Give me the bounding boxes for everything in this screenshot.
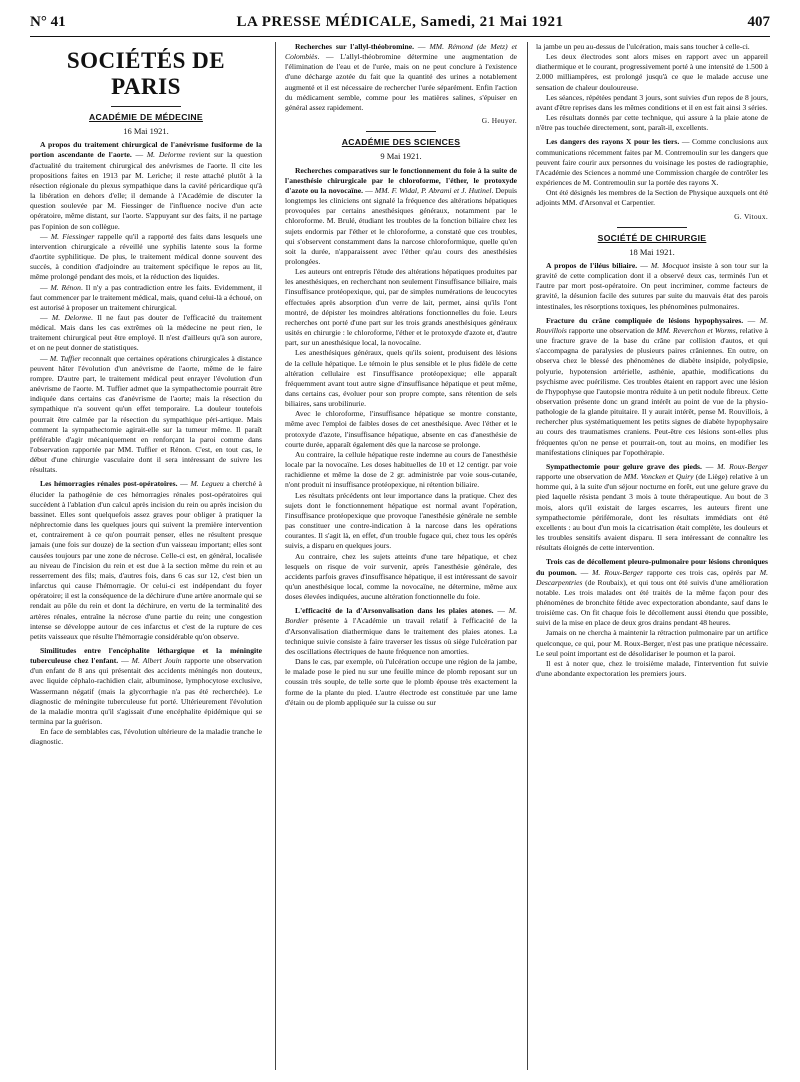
- section-rule: [617, 227, 687, 228]
- signature: G. Heuyer.: [481, 116, 517, 126]
- column-divider: [527, 42, 528, 1070]
- author: M. Mocquot: [650, 260, 690, 270]
- article-paragraph: Les résultats précédents ont leur importance dans la pratique. Chez des sujets dont le fonctionnement hépatique est normal avant l'opération, l'insuffisance protéopexique que provoque l'anesthésie générale ne semble pas constituer une contre-indication à la narcose dans les opérations courantes. Il s'agit là, en effet, d'un trouble fugace qui, chez tous les opérés suivis, a disparu en quelques jours.: [285, 490, 517, 551]
- article-heading: Les hémorragies rénales post-opératoires.: [40, 479, 178, 489]
- article-heading: Recherches comparatives sur le fonctionnement du foie à la suite de l'anesthésie chirurgicale par le chloroforme, l'éther, le protoxyde d'azote ou la novocaïne.: [285, 165, 517, 195]
- article-paragraph: la jambe un peu au-dessus de l'ulcération, mais sans toucher à celle-ci.: [536, 42, 750, 51]
- article-paragraph: — M. Delorme. Il ne faut pas douter de l'efficacité du traitement médical. Mais dans les cas extrêmes où la médecine ne peut rien, le traitement chirurgical peut être employé. Il n'est d'ailleurs qu'à son aurore, et on ne peut donner de statistiques.: [30, 312, 262, 353]
- article-heading: Recherches sur l'allyl-théobromine.: [295, 42, 414, 51]
- article-paragraph: Il est à noter que, chez le troisième malade, l'intervention fut suivie d'une abondante expectoration les premiers jours.: [536, 658, 768, 679]
- article-paragraph: L'efficacité de la d'Arsonvalisation dans les plaies atones. — M. Bordier présente à l'Académie un travail relatif à l'efficacité de la d'Arsonvalisation diathermique dans le traitement des plaies atones. La technique suivie consiste à faire traverser les tissus où siège l'ulcération par des oscillations électriques de haute fréquence non amorties.: [285, 606, 517, 656]
- paragraph-text: (de Liège) relative à un homme qui, à la suite d'un séjour nocturne en forêt, eut une gelure grave du pied laquelle résista pendant 3 mois à toute thérapeutique. Au bout de 3 mois, alors qu'il existait de larges escarres, les auteurs firent une sympathectomie périfémorale, dont les résultats immédiats ont été excellents : au bout d'un mois la cicatrisation était complète, les douleurs et les troubles sensitifs avaient disparu. Il sera intéressant de connaître les résultats éloignés de cette intervention.: [536, 472, 768, 553]
- article-paragraph: [536, 137, 768, 188]
- author: M. Delorme: [146, 150, 186, 160]
- paragraph-text: . Il ne faut pas douter de l'efficacité du traitement médical. Mais dans les cas extrêmes où la médecine ne peut rien, le traitement chirurgical peut être employé. Il n'est d'ailleurs qu'à son aurore, et on ne peut donner de statistiques.: [30, 312, 262, 353]
- author: M. Fiessinger: [50, 231, 95, 241]
- article-paragraph: Trois cas de décollement pleuro-pulmonaire pour lésions chroniques du poumon. — M. Roux-Berger rapporte ces trois cas, opérés par M. Descarpentries (de Roubaix), et qui tous ont été suivis d'une amélioration notable. Les trois malades ont été traités de la même façon pour des phénomènes de bronchite fétide avec expectoration abondante, sauf dans le troisième cas. On fit chaque fois le décollement aussi étendu que possible, suivi de la mise en place de deux gros drains pendant 48 heures.: [536, 557, 768, 628]
- signature: G. Vitoux.: [734, 211, 768, 221]
- article-paragraph: Dans le cas, par exemple, où l'ulcération occupe une région de la jambe, le malade pose le pied nu sur une feuille mince de plomb reposant sur un coussin très souple, de telle sorte que le plomb épouse très exactement la forme de la plante du pied. L'autre électrode est constituée par une lame d'étain ou de plomb appliquée sur la cuisse ou sur: [285, 657, 517, 707]
- article-paragraph: En face de semblables cas, l'évolution ultérieure de la maladie tranche le diagnostic.: [30, 727, 262, 747]
- article-heading: Trois cas de décollement pleuro-pulmonaire pour lésions chroniques du poumon.: [536, 557, 768, 577]
- author: MM. Reverchon et Worms: [656, 325, 736, 335]
- article-paragraph: Les auteurs ont entrepris l'étude des altérations hépatiques produites par les anesthésiques, en recherchant non seulement l'insuffisance biliaire, mais l'insuffisance protéopexique, qui, par de simples numérations de leucocytes effectuées après absorption d'un verre de lait, permet, ainsi qu'ils l'ont montré, de dépister les moindres altérations fonctionnelles du foie. Leurs recherches ont porté d'une part sur les trois grands anesthésiques généraux usités en chirurgie : le chloroforme, l'éther et le protoxyde d'azote et, d'autre part, sur un anesthésique local, la novocaïne.: [285, 267, 517, 348]
- column-2: [285, 42, 517, 1072]
- article-paragraph: A propos de l'iléus biliaire. — M. Mocquot insiste à son tour sur la gravité de cette complication dont il a observé deux cas, terminés l'un et l'autre par mort post-opératoire. On peut incriminer, comme facteurs de gravité, la désunion facile des sutures par suite du mauvais état des parois intestinales, les résorptions toxiques, les phénomènes pulmonaires.: [536, 260, 768, 311]
- article-paragraph: Ont été désignés les membres de la Section de Physique auxquels ont été adjoints MM. d'Arsonval et Carpentier.: [536, 188, 768, 208]
- column-divider: [275, 42, 276, 1070]
- issue-number: N° 41: [30, 14, 66, 30]
- article-paragraph: — M. Fiessinger rappelle qu'il a rapporté des faits dans lesquels une intervention chirurgicale a réveillé une syphilis latente sous la forme d'aortite syphilitique. De plus, le traitement médical donne souvent des succès, à condition d'adjoindre au traitement spécifique le repos au lit, même prolongé pendant des mois, et la réduction des liquides.: [30, 231, 262, 282]
- article-heading: A propos de l'iléus biliaire.: [546, 260, 638, 270]
- paragraph-text: rapporte une observation de: [568, 325, 655, 335]
- academy-heading: ACADÉMIE DE MÉDECINE: [89, 112, 203, 122]
- column-1: [30, 42, 262, 1072]
- paragraph-text: insiste à son tour sur la gravité de cette complication dont il a observé deux cas, terminés l'un et l'autre par mort post-opératoire. On peut incriminer, comme facteurs de gravité, la désunion facile des sutures par suite du mauvais état des parois intestinales, les résorptions toxiques, les phénomènes pulmonaires.: [536, 260, 768, 311]
- article-paragraph: Jamais on ne chercha à maintenir la rétraction pulmonaire par un artifice quelconque, ce qui, pour M. Roux-Berger, n'est pas une pratique nécessaire. Le seul point important est de désolidariser le poumon et la paroi.: [536, 628, 768, 658]
- article-paragraph: Sympathectomie pour gelure grave des pieds. — M. Roux-Berger rapporte une observation de MM. Voncken et Quiry (de Liège) relative à un homme qui, à la suite d'un séjour nocturne en forêt, eut une gelure grave du pied laquelle résista pendant 3 mois à toute thérapeutique. Au bout de 3 mois, alors qu'il existait de larges escarres, les auteurs firent une sympathectomie périfémorale, dont les résultats immédiats ont été excellents : au bout d'un mois la cicatrisation était complète, les douleurs et les troubles sensitifs avaient disparu. Il sera intéressant de connaître les résultats éloignés de cette intervention.: [536, 461, 768, 553]
- article-heading: Sympathectomie pour gelure grave des pieds.: [546, 461, 702, 471]
- session-date: 16 Mai 1921.: [123, 126, 169, 137]
- session-date: 9 Mai 1921.: [380, 151, 422, 162]
- title-rule: [111, 106, 181, 107]
- author: M. Roux-Berger: [717, 461, 768, 471]
- paragraph-text: — Comme conclusions aux communications récemment faites par M. Contremoulin sur les dangers que peuvent faire courir aux personnes du voisinage les postes de radiographie, l'Académie des Sciences a nommé une Commission chargée de contrôler les expériences de M. Contremoulin sur la portée des rayons X.: [536, 137, 768, 188]
- article-paragraph: Avec le chloroforme, l'insuffisance hépatique se montre constante, même avec l'emploi de faibles doses de cet anesthésique. Avec l'éther et le protoxyde d'azote, l'insuffisance hépatique, absente en cas d'anesthésie de courte durée, apparaît également dès que la narcose se prolonge.: [285, 409, 517, 449]
- article-paragraph: Recherches sur l'allyl-théobromine. — MM. Rémond (de Metz) et Colombiès. — L'allyl-théobromine détermine une augmentation de l'élimination de l'eau et de l'urée, mais on ne peut conclure à l'existence d'une décharge azotée du fait que la quantité des urines a notablement augmenté et il est nécessaire de rechercher l'urée séparément. Enfin l'action du médicament semble, comme pour les matières salines, s'épuiser en général assez rapidement.: [285, 42, 517, 112]
- article-paragraph: Les séances, répétées pendant 3 jours, sont suivies d'un repos de 8 jours, avant d'être reprises dans les mêmes conditions et il en est fait ainsi 3 séries.: [536, 92, 768, 112]
- academy-heading: ACADÉMIE DES SCIENCES: [341, 137, 461, 148]
- article-paragraph: Recherches comparatives sur le fonctionnement du foie à la suite de l'anesthésie chirurgicale par le chloroforme, l'éther, le protoxyde d'azote ou la novocaïne. — MM. F. Widal, P. Abrami et J. Hutinel. Depuis longtemps les cliniciens ont signalé la fréquence des altérations hépatiques provoquées par certains anesthésiques généraux, notamment par le chloroforme. M. Brulé, étudiant les troubles de la fonction biliaire chez les sujets endormis par l'éther et le chloroforme, a constaté que ces troubles, qui s'observent constamment dans la narcose chloroformique, quelle qu'en soit la durée, n'apparaissent avec l'éther qu'au cours des anesthésies prolongées.: [285, 165, 517, 266]
- paragraph-text: . — L'allyl-théobromine détermine une augmentation de l'élimination de l'eau et de l'urée, mais on ne peut conclure à l'existence d'une décharge azotée du fait que la quantité des urines a notablement augmenté et il est nécessaire de rechercher l'urée séparément. Enfin l'action du médicament semble, comme pour les matières salines, s'épuiser en général assez rapidement.: [285, 52, 517, 112]
- paragraph-text: . Depuis longtemps les cliniciens ont signalé la fréquence des altérations hépatiques provoquées par certains anesthésiques généraux, notamment par le chloroforme. M. Brulé, étudiant les troubles de la fonction biliaire chez les sujets endormis par l'éther et le chloroforme, a constaté que ces troubles, qui s'observent constamment dans la narcose chloroformique, quelle qu'en soit la durée, n'apparaissent avec l'éther qu'au cours des anesthésies prolongées.: [285, 185, 517, 266]
- article-paragraph: Les hémorragies rénales post-opératoires. — M. Legueu a cherché à élucider la pathogénie de ces hémorragies rénales post-opératoires qui succèdent à l'ablation d'un calcul après incision du rein ou après incision du bassinet. Elles sont quelquefois assez graves pour obliger à pratiquer la néphrectomie dans les quelques jours qui suivent la première intervention et, contrairement à ce qu'on pourrait penser, elles ne résultent presque jamais (une fois sur douze) de la section d'un vaisseau important; elles sont causées toujours par une zone de nécrose. Celle-ci est, en général, localisée au niveau de l'incision du rein et est due à la section même du rein et au resserrement des fils; mais, d'autres fois, dans 6 cas sur 12, c'est bien un infarctus qui cause l'hémorragie. Or celui-ci est indépendant du foyer opératoire; il est la conséquence de la déchirure d'une artère anormale qui se rendait au pôle du rein et dont la déchirure, en vertu de la terminalité des artères rénales, entraîne la nécrose d'une partie du rein; une congestion intense se développe autour de ces infarctus et c'est de la rupture de ces petits vaisseaux que résulte l'hémorragie considérable qu'on observe.: [30, 479, 262, 641]
- author: M. Albert Jouin: [131, 656, 182, 666]
- author: MM. F. Widal, P. Abrami et J. Hutinel: [374, 185, 492, 195]
- header-rule: [30, 36, 770, 37]
- article-heading: A propos du traitement chirurgical de l'anévrisme fusiforme de la portion ascendante de l'aorte.: [30, 140, 262, 160]
- paragraph-text: revient sur la question d'actualité du traitement chirurgical des anévrismes de l'aorte. Il cite les propositions faites en 1913 par M. Leriche; il reste attaché plutôt à la résection régionale du plexus sympathique dans la cavité péricardique qu'à la libération en dehors d'elle; il demande à l'Académie de discuter la question soulevée par M. Fiessinger de l'influence nocive d'un acte opératoire, même distant, sur l'aorte. S'appuyant sur des faits, il ne partage pas l'opinion de son collègue.: [30, 150, 262, 231]
- paragraph-text: reconnaît que certaines opérations chirurgicales à distance peuvent hâter l'évolution d'un anévrisme de l'aorte, même de le faire rompre. D'autre part, le traitement médical peut enrayer l'évolution d'un anévrisme de l'aorte. M. Tuffier admet que la sympathectomie pourrait être indiquée dans certains cas d'anévrisme de l'aorte; mais la résection du sympathique n'a souvent qu'un effet temporaire. La douleur toutefois pourrait être calmée par la résection du sympathique péri-artique. Mais comment la sympathectomie agirait-elle sur la tumeur même. Il paraît préférable d'agir mécaniquement en renforçant la paroi comme dans l'observation rapportée par MM. Tuffier et Rénon. C'est, en tout cas, le début d'une chirurgie vasculaire dont il sera intéressant de suivre les résultats.: [30, 353, 262, 475]
- masthead: LA PRESSE MÉDICALE, Samedi, 21 Mai 1921: [236, 14, 564, 30]
- author: M. Tuffier: [49, 353, 81, 363]
- paragraph-text: . Il n'y a pas contradiction entre les faits. Evidemment, il faut commencer par le traitement médical, mais, quand celui-là a échoué, on est autorisé à proposer un traitement chirurgical.: [30, 282, 262, 312]
- author: MM. Voncken et Quiry: [623, 472, 694, 482]
- paragraph-text: rappelle qu'il a rapporté des faits dans lesquels une intervention chirurgicale a réveillé une syphilis latente sous la forme d'aortite syphilitique. De plus, le traitement médical donne souvent des succès, à condition d'adjoindre au traitement spécifique le repos au lit, même prolongé pendant des mois, et la réduction des liquides.: [30, 231, 262, 282]
- article-paragraph: Les anesthésiques généraux, quels qu'ils soient, produisent des lésions de la cellule hépatique. Le témoin le plus sensible et le plus fidèle de cette altération cellulaire est l'insuffisance protéopexique; elle apparaît fréquemment avant tout autre signe d'insuffisance hépatique et peut même, dans certains cas, évoluer pour son propre compte, sans rétention de sels biliaires, sans urobilinurie.: [285, 348, 517, 409]
- author: MM. Rémond (de Metz) et Colombiès: [285, 42, 517, 62]
- article-paragraph: Similitudes entre l'encéphalite léthargique et la méningite tuberculeuse chez l'enfant. — M. Albert Jouin rapporte une observation d'un enfant de 8 ans qui présentait des accidents méningés non douteux, avec liquide céphalo-rachidien clair, albuminose, lymphocytose exclusive, Wassermann négatif (mais la glycorrhagie n'a pas été recherchée). Le diagnostic de méningite tuberculeuse fut porté. Ultérieurement l'évolution de la maladie montra qu'il s'agissait d'une encéphalite épidémique qui se termina par la guérison.: [30, 645, 262, 727]
- article-paragraph: Au contraire, chez les sujets atteints d'une tare hépatique, et chez lesquels on risque de voir survenir, après l'anesthésie générale, des accidents parfois graves d'insuffisance hépatique, il est intéressant de savoir qu'un anesthésique local, comme la novocaïne, ne détermine, même aux doses élevées indiquées, aucune altération fonctionnelle du foie.: [285, 551, 517, 602]
- section-rule: [366, 131, 436, 132]
- page-header: [30, 14, 770, 32]
- article-heading: Similitudes entre l'encéphalite léthargique et la méningite tuberculeuse chez l'enfant.: [30, 645, 262, 666]
- article-paragraph: Au contraire, la cellule hépatique reste indemne au cours de l'anesthésie locale par la novocaïne. Les doses habituelles de 10 et 12 centigr. par voie rachidienne et même la dose de 2 gr. administrée par voie sous-cutanée, n'ont produit ni insuffisance protéopexique, ni rétention biliaire.: [285, 449, 517, 490]
- author: M. Bordier: [285, 606, 517, 626]
- column-3: [536, 42, 768, 1072]
- author: M. Rouvillois: [536, 315, 768, 335]
- author: M. Delorme: [51, 312, 92, 322]
- paragraph-text: rapporte une observation d'un enfant de 8 ans qui présentait des accidents méningés non douteux, avec liquide céphalo-rachidien clair, albuminose, lymphocytose exclusive, Wassermann négatif (mais la glycorrhagie n'a pas été recherchée). Le diagnostic de méningite tuberculeuse fut porté. Ultérieurement l'évolution de la maladie montra qu'il s'agissait d'une encéphalite épidémique qui se termina par la guérison.: [30, 656, 262, 727]
- article-paragraph: A propos du traitement chirurgical de l'anévrisme fusiforme de la portion ascendante de l'aorte. — M. Delorme revient sur la question d'actualité du traitement chirurgical des anévrismes de l'aorte. Il cite les propositions faites en 1913 par M. Leriche; il reste attaché plutôt à la résection régionale du plexus sympathique dans la cavité péricardique qu'à la libération en dehors d'elle; il demande à l'Académie de discuter la question soulevée par M. Fiessinger de l'influence nocive d'un acte opératoire, même distant, sur l'aorte. S'appuyant sur des faits, il ne partage pas l'opinion de son collègue.: [30, 140, 262, 231]
- article-paragraph: Fracture du crâne compliquée de lésions hypophysaires. — M. Rouvillois rapporte une observation de MM. Reverchon et Worms, relative à une fracture grave de la base du crâne par collision d'autos, et qui s'accompagna de paralysies de plusieurs paires crâniennes. En outre, on observa chez le blessé des phénomènes de diabète insipide, polydipsie, polyurie, hypotension artérielle, asthénie, apathie, modifications du psychisme avec puérilisme. Ces troubles étaient en rapport avec une lésion de l'hypophyse que l'autopsie montra réduite à un petit nodule fibreux. Cette observation présente donc un grand intérêt au point de vue de la physio-pathologie de la glande pituitaire. Il y aurait intérêt, pense M. Rouvillois, à rechercher plus systématiquement les petits signes de diabète hypophysaire au cours des traumatismes craniens. Peut-être ces lésions sont-elles plus fréquentes qu'on ne pense et pourrait-on, tout au moins, en modifier les manifestations cliniques par l'opothérapie.: [536, 315, 768, 457]
- article-heading: L'efficacité de la d'Arsonvalisation dans les plaies atones.: [295, 606, 494, 616]
- paragraph-text: rapporte une observation de: [536, 472, 622, 482]
- article-paragraph: Les résultats donnés par cette technique, qui assure à la plaie atone de n'être pas touchée directement, sont, paraît-il, excellents.: [536, 113, 768, 133]
- author: M. Rénon: [50, 282, 81, 292]
- page-number: 407: [747, 14, 770, 30]
- author: M. Legueu: [190, 479, 224, 489]
- article-paragraph: — M. Rénon. Il n'y a pas contradiction entre les faits. Evidemment, il faut commencer par le traitement médical, mais, quand celui-là a échoué, on est autorisé à proposer un traitement chirurgical.: [30, 282, 262, 312]
- paragraph-text: (de Roubaix), et qui tous ont été suivis d'une amélioration notable. Les trois malades ont été traités de la même façon pour des phénomènes de bronchite fétide avec expectoration abondante, sauf dans le troisième cas. On fit chaque fois le décollement aussi étendu que possible, suivi de la mise en place de deux gros drains pendant 48 heures.: [536, 577, 768, 628]
- section-title: SOCIÉTÉS DE PARIS: [66, 48, 226, 99]
- article-heading: Fracture du crâne compliquée de lésions hypophysaires.: [546, 315, 744, 325]
- session-date: 18 Mai 1921.: [629, 246, 675, 257]
- paragraph-text: a cherché à élucider la pathogénie de ces hémorragies rénales post-opératoires qui succèdent à l'ablation d'un calcul après incision du rein ou après incision du bassinet. Elles sont quelquefois assez graves pour obliger à pratiquer la néphrectomie dans les quelques jours qui suivent la première intervention et, contrairement à ce qu'on pourrait penser, elles ne résultent presque jamais (une fois sur douze) de la section d'un vaisseau important; elles sont causées toujours par une zone de nécrose. Celle-ci est, en général, localisée au niveau de l'incision du rein et est due à la section même du rein et au resserrement des fils; mais, d'autres fois, dans 6 cas sur 12, c'est bien un infarctus qui cause l'hémorragie. Or celui-ci est indépendant du foyer opératoire; il est la conséquence de la déchirure d'une artère anormale qui se rendait au pôle du rein et dont la déchirure, en vertu de la terminalité des artères rénales, entraîne la nécrose d'une partie du rein; une congestion intense se développe autour de ces infarctus et c'est de la rupture de ces petits vaisseaux que résulte l'hémorragie considérable qu'on observe.: [30, 479, 262, 641]
- society-heading: SOCIÉTÉ DE CHIRURGIE: [597, 232, 707, 243]
- paragraph-text: rapporte ces trois cas, opérés par: [647, 567, 756, 577]
- paragraph-text: , relative à une fracture grave de la base du crâne par collision d'autos, et qui s'accompagna de paralysies de plusieurs paires crâniennes. En outre, on observa chez le blessé des phénomènes de diabète insipide, polydipsie, polyurie, hypotension artérielle, asthénie, apathie, modifications du psychisme avec puérilisme. Ces troubles étaient en rapport avec une lésion de l'hypophyse que l'autopsie montra réduite à un petit nodule fibreux. Cette observation présente donc un grand intérêt au point de vue de la physio-pathologie de la glande pituitaire. Il y aurait intérêt, pense M. Rouvillois, à rechercher plus systématiquement les petits signes de diabète hypophysaire au cours des traumatismes craniens. Peut-être ces lésions sont-elles plus fréquentes qu'on ne pense et pourrait-on, tout au moins, en modifier les manifestations cliniques par l'opothérapie.: [536, 325, 768, 457]
- paragraph-text: présente à l'Académie un travail relatif à l'efficacité de la d'Arsonvalisation diathermique dans le traitement des plaies atones. La technique suivie consiste à faire traverser les tissus où siège l'ulcération par des oscillations électriques de haute fréquence non amorties.: [285, 616, 517, 656]
- author: M. Roux-Berger: [592, 567, 644, 577]
- article-paragraph: — M. Tuffier reconnaît que certaines opérations chirurgicales à distance peuvent hâter l'évolution d'un anévrisme de l'aorte, même de le faire rompre. D'autre part, le traitement médical peut enrayer l'évolution d'un anévrisme de l'aorte. M. Tuffier admet que la sympathectomie pourrait être indiquée dans certains cas d'anévrisme de l'aorte; mais la résection du sympathique n'a souvent qu'un effet temporaire. La douleur toutefois pourrait être calmée par la résection du sympathique péri-artique. Mais comment la sympathectomie agirait-elle sur la tumeur même. Il paraît préférable d'agir mécaniquement en renforçant la paroi comme dans l'observation rapportée par MM. Tuffier et Rénon. C'est, en tout cas, le début d'une chirurgie vasculaire dont il sera intéressant de suivre les résultats.: [30, 353, 262, 475]
- author: M. Descarpentries: [536, 567, 768, 587]
- article-heading: Les dangers des rayons X pour les tiers.: [546, 137, 680, 147]
- article-paragraph: Les deux électrodes sont alors mises en rapport avec un appareil diathermique et le courant, progressivement porté à une intensité de 1.500 à 2.000 milliampères, est prolongé jusqu'à ce que le malade accuse une sensation de chaleur douloureuse.: [536, 52, 768, 92]
